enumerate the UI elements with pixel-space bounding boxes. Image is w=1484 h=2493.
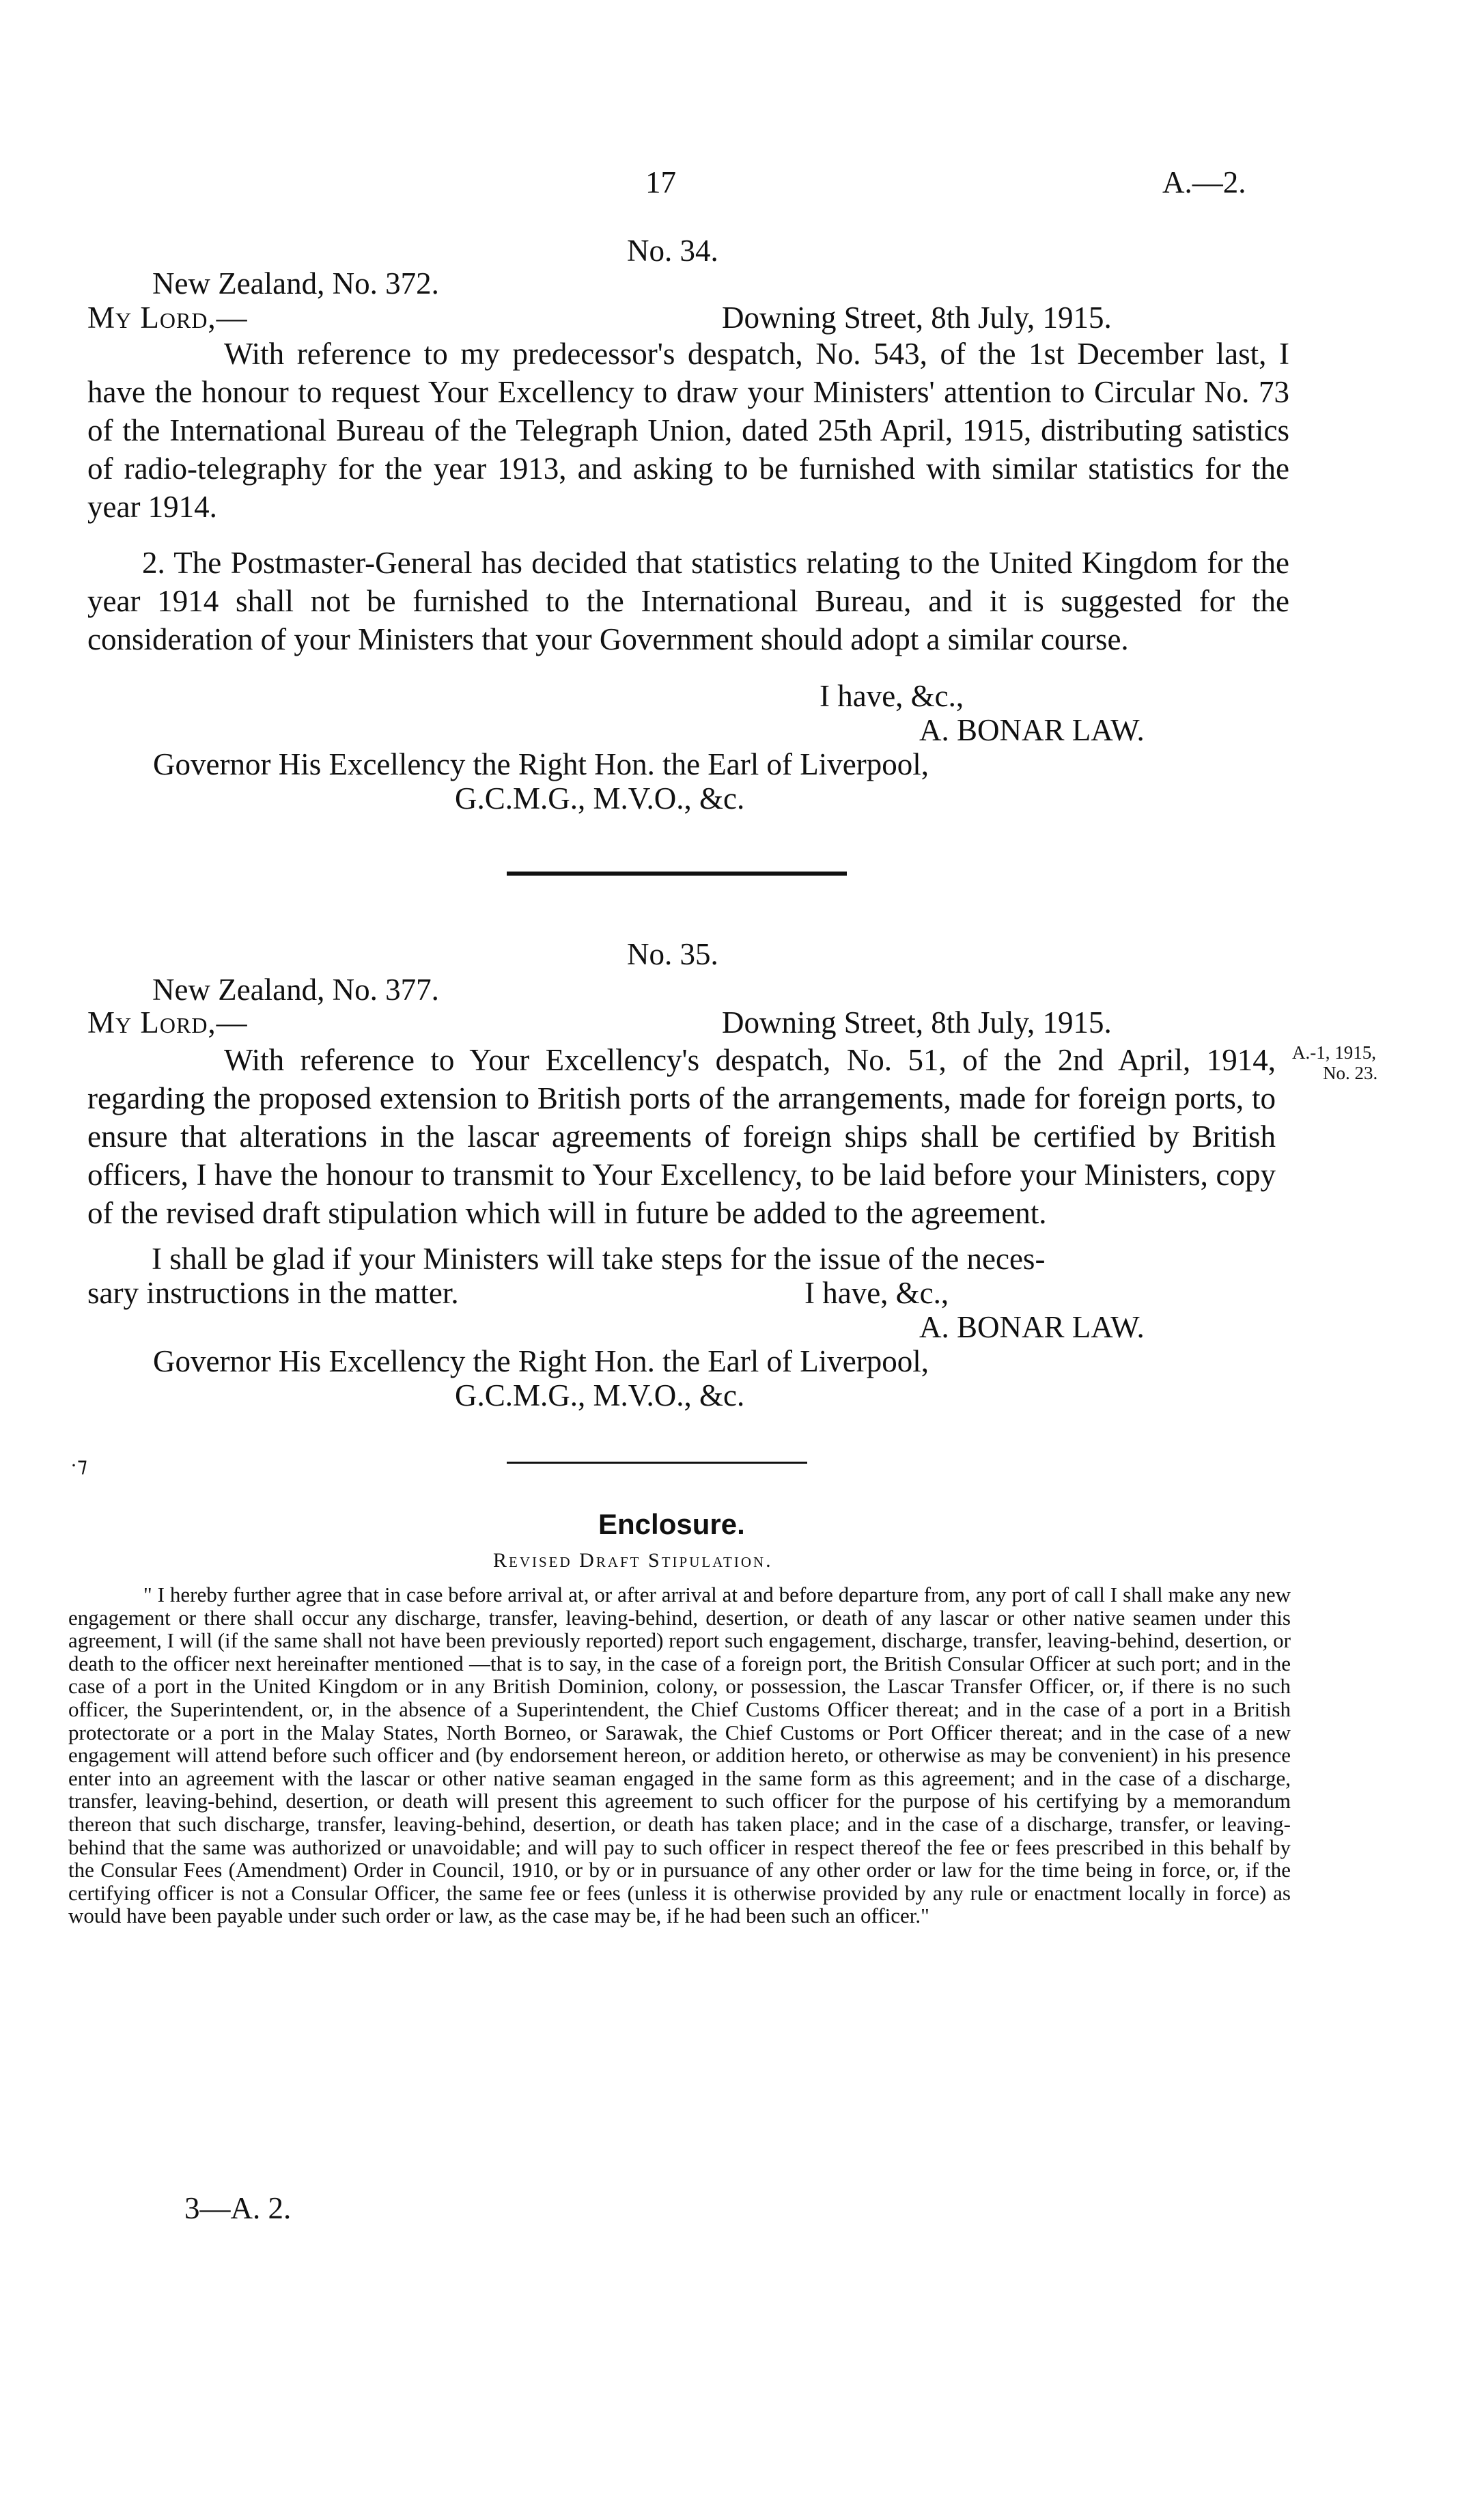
letter-34-address-date: Downing Street, 8th July, 1915. <box>722 301 1112 335</box>
letter-35-addressee-line-1: Governor His Excellency the Right Hon. the Earl of Liverpool, <box>153 1344 929 1378</box>
enclosure-title: Enclosure. <box>598 1508 745 1540</box>
document-reference: A.—2. <box>1162 165 1246 199</box>
enclosure-subtitle: Revised Draft Stipulation. <box>493 1549 773 1572</box>
letter-35-address-date: Downing Street, 8th July, 1915. <box>722 1005 1112 1040</box>
section-divider-rule <box>507 872 847 876</box>
letter-35-reference: New Zealand, No. 377. <box>152 973 439 1007</box>
letter-34-paragraph-1: With reference to my predecessor's despatch, No. 543, of the 1st December last, I have the honour to request Your Excellency to draw your Ministers' attention to Circular No. 73 of the International Bureau of the Telegraph Union, dated 25th April, 1915, distributing satistics of radio-telegraphy for the year 1913, and asking to be furnished with similar statistics for the year 1914. <box>87 337 1289 524</box>
page-number: 17 <box>645 165 676 199</box>
signature-mark: 3—A. 2. <box>184 2191 292 2225</box>
letter-34-addressee-line-2: G.C.M.G., M.V.O., &c. <box>455 781 745 816</box>
letter-35-addressee-line-2: G.C.M.G., M.V.O., &c. <box>455 1378 745 1412</box>
letter-35-paragraph-2-line-1: I shall be glad if your Ministers will take steps for the issue of the neces- <box>152 1242 1046 1276</box>
letter-35-paragraph-2-line-2: sary instructions in the matter. <box>87 1276 459 1310</box>
stray-mark: ·⁊ <box>70 1454 87 1477</box>
margin-note-line-1: A.-1, 1915, <box>1292 1042 1376 1063</box>
letter-35-signature: A. BONAR LAW. <box>919 1310 1145 1344</box>
letter-34-addressee-line-1: Governor His Excellency the Right Hon. the Earl of Liverpool, <box>153 747 929 781</box>
enclosure-stipulation-text: " I hereby further agree that in case before arrival at, or after arrival at and before departure from, any port of call I shall make any new engagement or there shall occur any discharge, transfer, leaving-behind, desertion, or death of any lascar or other native seamen under this agreement, I will (if the same shall not have been previously reported) report such engagement, discharge, transfer, leaving-behind, desertion, or death to the officer next hereinafter mentioned —that is to say, in the case of a foreign port, the British Consular Officer at such port; and in the case of a port in the United Kingdom or in any British Dominion, colony, or possession, the Lascar Transfer Officer, or, if there is no such officer, the Superintendent, or, in the absence of a Superintendent, the Chief Customs Officer thereat; and in the case of a port in a British protectorate or a port in the Malay States, North Borneo, or Sarawak, the Chief Customs or Port Officer thereat; and in the case of a new engagement will attend before such officer and (by endorsement hereon, or addition hereto, or otherwise as may be convenient) in his presence enter into an agreement with the lascar or other native seaman engaged in the same form as this agreement; and in the case of a discharge, transfer, leaving-behind, desertion, or death will present this agreement to such officer for the purpose of his certifying by a memorandum thereon that such discharge, transfer, leaving-behind, desertion, or death has taken place; and in the case of a discharge, transfer, or leaving-behind that the same was authorized or unavoidable; and will pay to such officer in respect thereof the fee or fees prescribed in this behalf by the Consular Fees (Amendment) Order in Council, 1910, or by or in pursuance of any other order or law for the time being in force, or, if the certifying officer is not a Consular Officer, the same fee or fees (unless it is otherwise provided by any rule or enactment locally in force) as would have been payable under such order or law, as the case may be, if he had been such an officer." <box>68 1583 1291 1928</box>
margin-note-line-2: No. 23. <box>1323 1063 1378 1083</box>
letter-35-closing: I have, &c., <box>804 1276 949 1310</box>
letter-35-paragraph-1: With reference to Your Excellency's despatch, No. 51, of the 2nd April, 1914, regarding the proposed extension to British ports of the arrangements, made for foreign ports, to ensure that alterations in the lascar agreements of foreign ships shall be certified by British officers, I have the honour to transmit to Your Excellency, to be laid before your Ministers, copy of the revised draft stipulation which will in future be added to the agreement. <box>87 1043 1276 1230</box>
letter-34-salutation: My Lord,— <box>87 301 248 335</box>
letter-34-number: No. 34. <box>627 234 718 268</box>
enclosure-divider-rule <box>507 1462 807 1464</box>
letter-34-paragraph-2: 2. The Postmaster-General has decided that statistics relating to the United Kingdom for the year 1914 shall not be furnished to the International Bureau, and it is suggested for the consideration of your Ministers that your Government should adopt a similar course. <box>87 546 1289 656</box>
letter-34-closing: I have, &c., <box>820 679 964 713</box>
letter-35-salutation: My Lord,— <box>87 1005 248 1040</box>
letter-35-number: No. 35. <box>627 937 718 971</box>
letter-34-reference: New Zealand, No. 372. <box>152 266 439 301</box>
letter-34-signature: A. BONAR LAW. <box>919 713 1145 747</box>
